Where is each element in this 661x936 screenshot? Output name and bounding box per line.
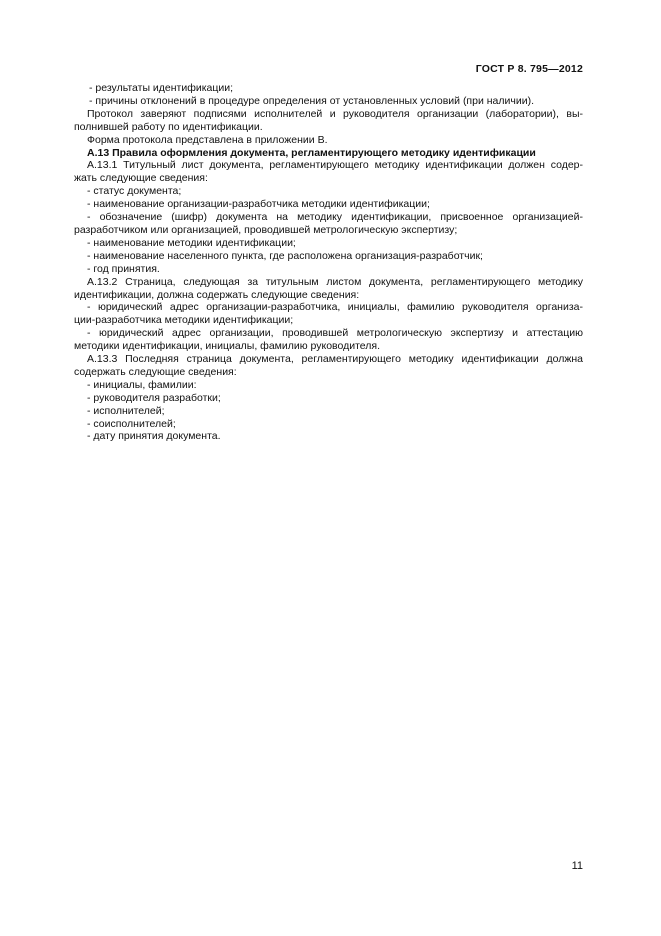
paragraph-a13-3-line-2: содержать следующие сведения:: [74, 365, 237, 378]
section-heading-a13: А.13 Правила оформления документа, регламентирующего методику идентификации: [87, 146, 536, 159]
list-item-locality: - наименование населенного пункта, где расположена организация-разработчик;: [87, 249, 483, 262]
list-item-developer-address-line-2: ции-разработчика методики идентификации;: [74, 314, 294, 327]
list-item-developer-name: - наименование организации-разработчика методики идентификации;: [87, 198, 430, 211]
list-item-designation-line-1: - обозначение (шифр) документа на методику идентификации, присвоенное организацией-: [87, 211, 583, 224]
list-item-co-executors: - соисполнителей;: [87, 417, 176, 430]
list-item-adoption-date: - дату принятия документа.: [87, 430, 221, 443]
page-number: 11: [571, 860, 583, 872]
paragraph-protocol-form: Форма протокола представлена в приложении В.: [87, 133, 328, 146]
paragraph-a13-1-line-1: А.13.1 Титульный лист документа, регламентирующего методику идентификации должен содер-: [87, 159, 583, 172]
list-item-designation-line-2: разработчиком или организацией, проводившей метрологическую экспертизу;: [74, 223, 458, 236]
list-item-status: - статус документа;: [87, 185, 182, 198]
paragraph-protocol-signatures-line-1: Протокол заверяют подписями исполнителей и руководителя организации (лаборатории), вы-: [87, 107, 583, 120]
paragraph-a13-3-line-1: А.13.3 Последняя страница документа, регламентирующего методику идентификации должна: [87, 353, 583, 366]
list-item-developer-address-line-1: - юридический адрес организации-разработчика, инициалы, фамилию руководителя организа-: [87, 301, 583, 314]
paragraph-protocol-signatures-line-2: полнившей работу по идентификации.: [74, 120, 263, 133]
paragraph-a13-1-line-2: жать следующие сведения:: [74, 172, 208, 185]
list-item-year: - год принятия.: [87, 262, 160, 275]
document-code: ГОСТ Р 8. 795—2012: [475, 63, 583, 75]
list-item-executors: - исполнителей;: [87, 404, 165, 417]
list-item-expertise-address-line-1: - юридический адрес организации, проводившей метрологическую экспертизу и аттестацию: [87, 327, 583, 340]
list-item-initials: - инициалы, фамилии:: [87, 378, 197, 391]
list-item-deviation-reasons: - причины отклонений в процедуре определения от установленных условий (при наличии).: [89, 94, 534, 107]
document-body: [74, 82, 583, 443]
paragraph-a13-2-line-1: А.13.2 Страница, следующая за титульным листом документа, регламентирующего методику: [87, 275, 583, 288]
paragraph-a13-2-line-2: идентификации, должна содержать следующие сведения:: [74, 288, 360, 301]
list-item-results: - результаты идентификации;: [89, 82, 234, 94]
list-item-expertise-address-line-2: методики идентификации, инициалы, фамилию руководителя.: [74, 340, 381, 353]
list-item-method-name: - наименование методики идентификации;: [87, 236, 296, 249]
list-item-development-head: - руководителя разработки;: [87, 391, 221, 404]
